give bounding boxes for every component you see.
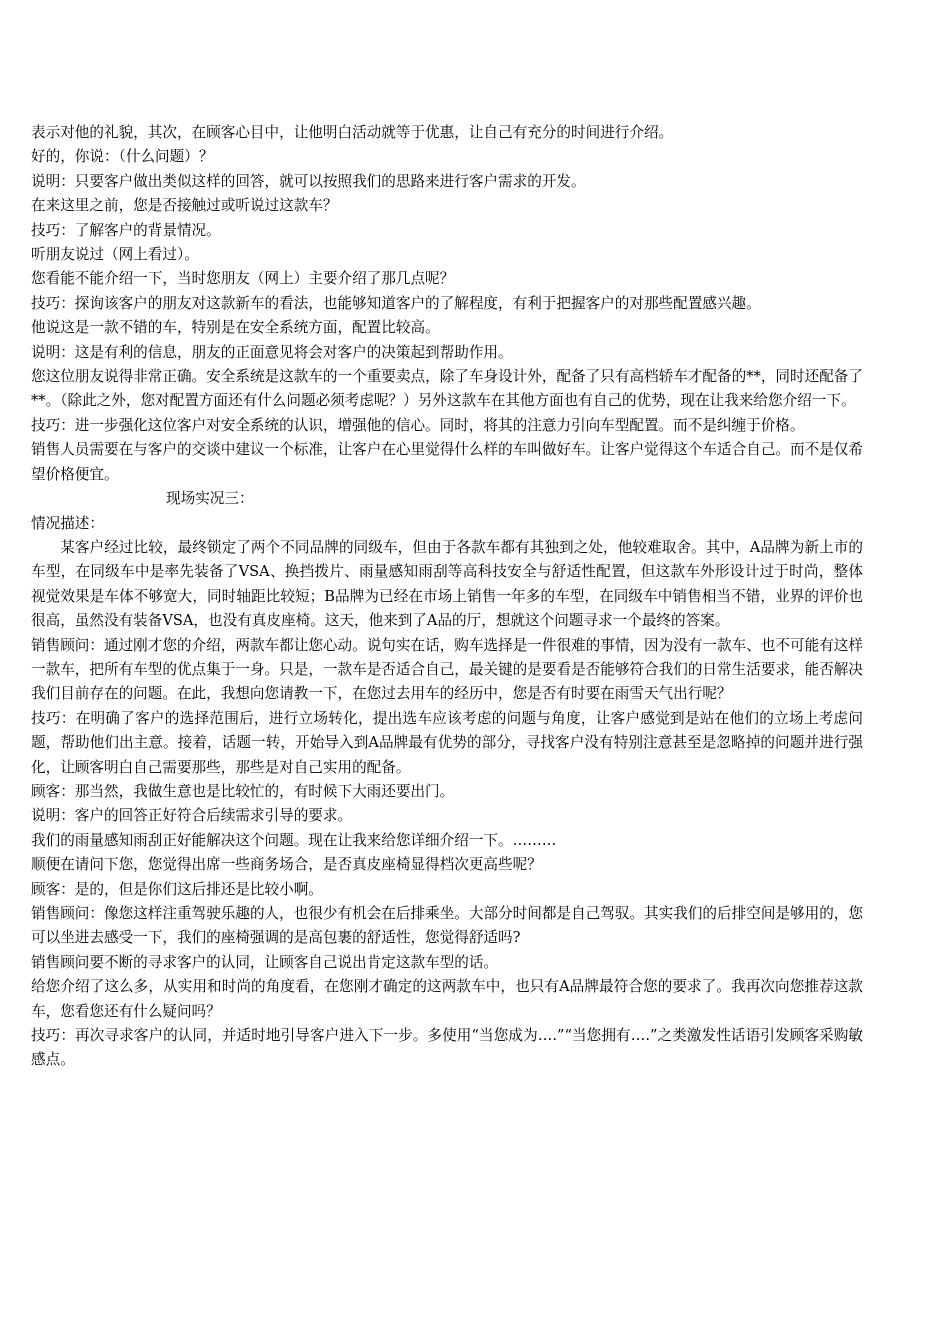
paragraph: 技巧：进一步强化这位客户对安全系统的认识，增强他的信心。同时，将其的注意力引向车型配置。而不是纠缠于价格。 bbox=[31, 416, 805, 434]
paragraph: 顾客：是的，但是你们这后排还是比较小啊。 bbox=[31, 880, 323, 898]
paragraph: 在来这里之前，您是否接触过或听说过这款车？ bbox=[31, 197, 338, 215]
paragraph: 说明：只要客户做出类似这样的回答，就可以按照我们的思路来进行客户需求的开发。 bbox=[31, 172, 586, 190]
paragraph: 听朋友说过（网上看过）。 bbox=[31, 246, 199, 264]
paragraph: 技巧：再次寻求客户的认同，并适时地引导客户进入下一步。多使用“当您成为….”“当您拥有….”之类激发性话语引发顾客采购敏感点。 bbox=[31, 1027, 863, 1069]
paragraph: 说明：客户的回答正好符合后续需求引导的要求。 bbox=[31, 807, 353, 825]
paragraph: 好的，你说：（什么问题）？ bbox=[31, 148, 214, 166]
paragraph: 我们的雨量感知雨刮正好能解决这个问题。现在让我来给您详细介绍一下。……… bbox=[31, 831, 557, 849]
paragraph: 表示对他的礼貌，其次，在顾客心目中，让他明白活动就等于优惠，让自己有充分的时间进行介绍。 bbox=[31, 124, 674, 141]
paragraph: 技巧：在明确了客户的选择范围后，进行立场转化，提出选车应该考虑的问题与角度，让客户感觉到是站在他们的立场上考虑问题，帮助他们出主意。接着，话题一转，开始导入到A品牌最有优势的部分，寻找客户没有特别注意甚至是忽略掉的问题并进行强化，让顾客明白自己需要那些，那些是对自己实用的配备。 bbox=[31, 709, 863, 776]
paragraph: 顾客：那当然，我做生意也是比较忙的，有时候下大雨还要出门。 bbox=[31, 782, 455, 800]
paragraph: 给您介绍了这么多，从实用和时尚的角度看，在您刚才确定的这两款车中，也只有A品牌最符合您的要求了。我再次向您推荐这款车，您看您还有什么疑问吗？ bbox=[31, 978, 863, 1020]
paragraph: 说明：这是有利的信息，朋友的正面意见将会对客户的决策起到帮助作用。 bbox=[31, 343, 513, 361]
paragraph: 某客户经过比较，最终锁定了两个不同品牌的同级车，但由于各款车都有其独到之处，他较难取舍。其中，A品牌为新上市的车型，在同级车中是率先装备了VSA、换挡拨片、雨量感知雨刮等高科技安全与舒适性配置，但这款车外形设计过于时尚，整体视觉效果是车体不够宽大，同时轴距比较短；B品牌为已经在市场上销售一年多的车型，在同级车中销售相当不错，业界的评价也很高，虽然没有装备VSA，也没有真皮座椅。这天，他来到了A品的厅，想就这个问题寻求一个最终的答案。 bbox=[31, 538, 863, 630]
paragraph: 您看能不能介绍一下，当时您朋友（网上）主要介绍了那几点呢？ bbox=[31, 270, 455, 288]
paragraph: 您这位朋友说得非常正确。安全系统是这款车的一个重要卖点，除了车身设计外，配备了只有高档轿车才配备的**，同时还配备了**。（除此之外，您对配置方面还有什么问题必须考虑呢？）另外这款车在其他方面也有自己的优势，现在让我来给您介绍一下。 bbox=[31, 368, 863, 410]
paragraph: 他说这是一款不错的车，特别是在安全系统方面，配置比较高。 bbox=[31, 319, 440, 337]
paragraph: 情况描述： bbox=[31, 514, 104, 532]
section-heading: 现场实况三： bbox=[166, 490, 254, 508]
paragraph: 销售顾问：像您这样注重驾驶乐趣的人，也很少有机会在后排乘坐。大部分时间都是自己驾驭。其实我们的后排空间是够用的，您可以坐进去感受一下，我们的座椅强调的是高包裹的舒适性，您觉得舒适吗? bbox=[31, 905, 863, 947]
paragraph: 销售人员需要在与客户的交谈中建议一个标准，让客户在心里觉得什么样的车叫做好车。让客户觉得这个车适合自己。而不是仅希望价格便宜。 bbox=[31, 441, 863, 483]
paragraph: 销售顾问：通过刚才您的介绍，两款车都让您心动。说句实在话，购车选择是一件很难的事情，因为没有一款车、也不可能有这样一款车，把所有车型的优点集于一身。只是，一款车是否适合自己，最关键的是要看是否能够符合我们的日常生活要求，能否解决我们目前存在的问题。在此，我想向您请教一下，在您过去用车的经历中，您是否有时要在雨雪天气出行呢？ bbox=[31, 636, 863, 703]
document-body bbox=[31, 121, 863, 1073]
paragraph: 技巧：了解客户的背景情况。 bbox=[31, 221, 221, 239]
paragraph: 技巧：探询该客户的朋友对这款新车的看法，也能够知道客户的了解程度，有利于把握客户的对那些配置感兴趣。 bbox=[31, 294, 761, 312]
paragraph: 顺便在请问下您，您觉得出席一些商务场合，是否真皮座椅显得档次更高些呢？ bbox=[31, 856, 542, 874]
paragraph: 销售顾问要不断的寻求客户的认同，让顾客自己说出肯定这款车型的话。 bbox=[31, 953, 499, 971]
